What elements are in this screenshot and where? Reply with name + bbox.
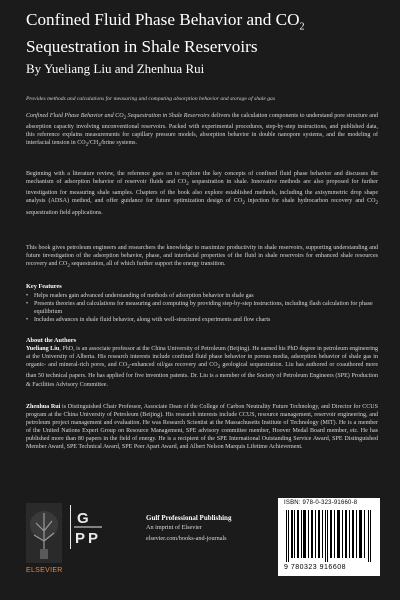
svg-text:G: G (77, 510, 89, 527)
author-bio-rui: Zhenhua Rui is Distinguished Chair Professor, Associate Dean of the College of Carbon Neutrality Future Technology, and Director for CCUS program at the China University of Petroleum (Beijing). His research interests include CCUS, resource management, reservoir engineering, and petroleum project management and evaluation. He was Research Scientist at the Massachusetts Institute of Technology (MIT). He is a member of the United Nations Expert Group on Resource Management, SPE advisory committee member, Hoover Medal Board member, etc. He has published more than 80 papers in the field of energy. He is a recipient of the SPE International Outstanding Service Award, SPE Distinguished Member Award, SPE Technical Award, SPE Peer Apart Award, and Albert Nelson Marquis Lifetime Achievement. (26, 404, 378, 451)
description-paragraph-1: Confined Fluid Phase Behavior and $CO_2$ Sequestration in Shale Reservoirs delivers the calculation components to understand pore structure and absorption capacity involving unconventional reservoirs. Packed with experimental procedures, step-by-step instructions, and published data, this reference explains measurements for capillary pressure models, absorption behavior in double nanopore systems, and the modeling of interfacial tension in $CO_2/CH_4$/brine systems. (26, 113, 378, 149)
gpp-logo (70, 505, 105, 549)
elsevier-wordmark: ELSEVIER (26, 567, 63, 574)
publisher-url: elsevier.com/books-and-journals (146, 535, 227, 542)
key-features-list (26, 292, 378, 324)
key-features-heading: Key Features (26, 283, 62, 290)
svg-text:P: P (88, 530, 99, 547)
title-block (26, 10, 386, 77)
publisher-name: Gulf Professional Publishing (146, 514, 232, 522)
list-item: • Presents theories and calculations for measuring and computing by providing step-by-step instructions, including flash calculation for phase equilibrium (26, 300, 378, 316)
author-bio-liu: Yueliang Liu, PhD, is an associate professor at the China University of Petroleum (Beijing). He earned his PhD degree in petroleum engineering at the University of Alberta. His research interests include confined fluid phase behavior in porous media, adsorption behavior of shale gas in organic- and mineral-rich pores, and $CO_2$-enhanced oil/gas recovery and $CO_2$ geological sequestration. Liu has authored or coauthored more than 50 technical papers. He has applied for five invention patents. Dr. Liu is a member of the Society of Petroleum Engineers (SPE) Production & Facilities Advisory Committee. (26, 346, 379, 388)
isbn-barcode (278, 498, 380, 576)
barcode-digits: 9 780323 916608 (284, 564, 346, 571)
publisher-logos (26, 503, 166, 575)
book-authors: By Yueliang Liu and Zhenhua Rui (26, 61, 205, 77)
tagline: Provides methods and calculations for measuring and computing absorption behavior and storage of shale gas (26, 96, 276, 102)
description-paragraph-2: Beginning with a literature review, the reference goes on to explore the key concepts of confined fluid phase behavior and discusses the mechanism of adsorption behavior of reservoir fluids and $CO_2$ sequestration in shale. Innovative methods are also proposed for further investigation for measuring shale samples. Chapters of the book also explore established methods, including the axisymmetric drop shape analysis (ADSA) method, and offer guidance for future optimization design of $CO_2$ injection for shale hydrocarbon recovery and $CO_2$ sequestration field applications. (26, 171, 378, 216)
isbn-label: ISBN: 978-0-323-91660-8 (284, 500, 358, 506)
publisher-info (146, 510, 286, 550)
book-title: Confined Fluid Phase Behavior and $CO_2$ Sequestration in Shale Reservoirs (26, 10, 305, 56)
author-name: Yueliang Liu (26, 346, 60, 352)
description-paragraph-3: This book gives petroleum engineers and researchers the knowledge to maximize productivity in shale reservoirs, supporting understanding and future investigation of the adsorption behavior, phase, and interfacial properties of the fluid in shale reservoirs for enhanced shale resources recovery and $CO_2$ sequestration, all of which further support the energy transition. (26, 245, 378, 270)
barcode-icon (284, 510, 374, 562)
elsevier-tree-logo (26, 503, 62, 563)
list-item: • Helps readers gain advanced understanding of methods of adsorption behavior in shale gas (26, 292, 378, 300)
author-name: Zhenhua Rui (26, 404, 61, 410)
svg-text:P: P (75, 530, 86, 547)
about-authors-heading: About the Authors (26, 337, 77, 344)
list-item: • Includes advances in shale fluid behavior, along with well-structured experiments and flow charts (26, 316, 378, 324)
imprint-text: An imprint of Elsevier (146, 524, 202, 531)
